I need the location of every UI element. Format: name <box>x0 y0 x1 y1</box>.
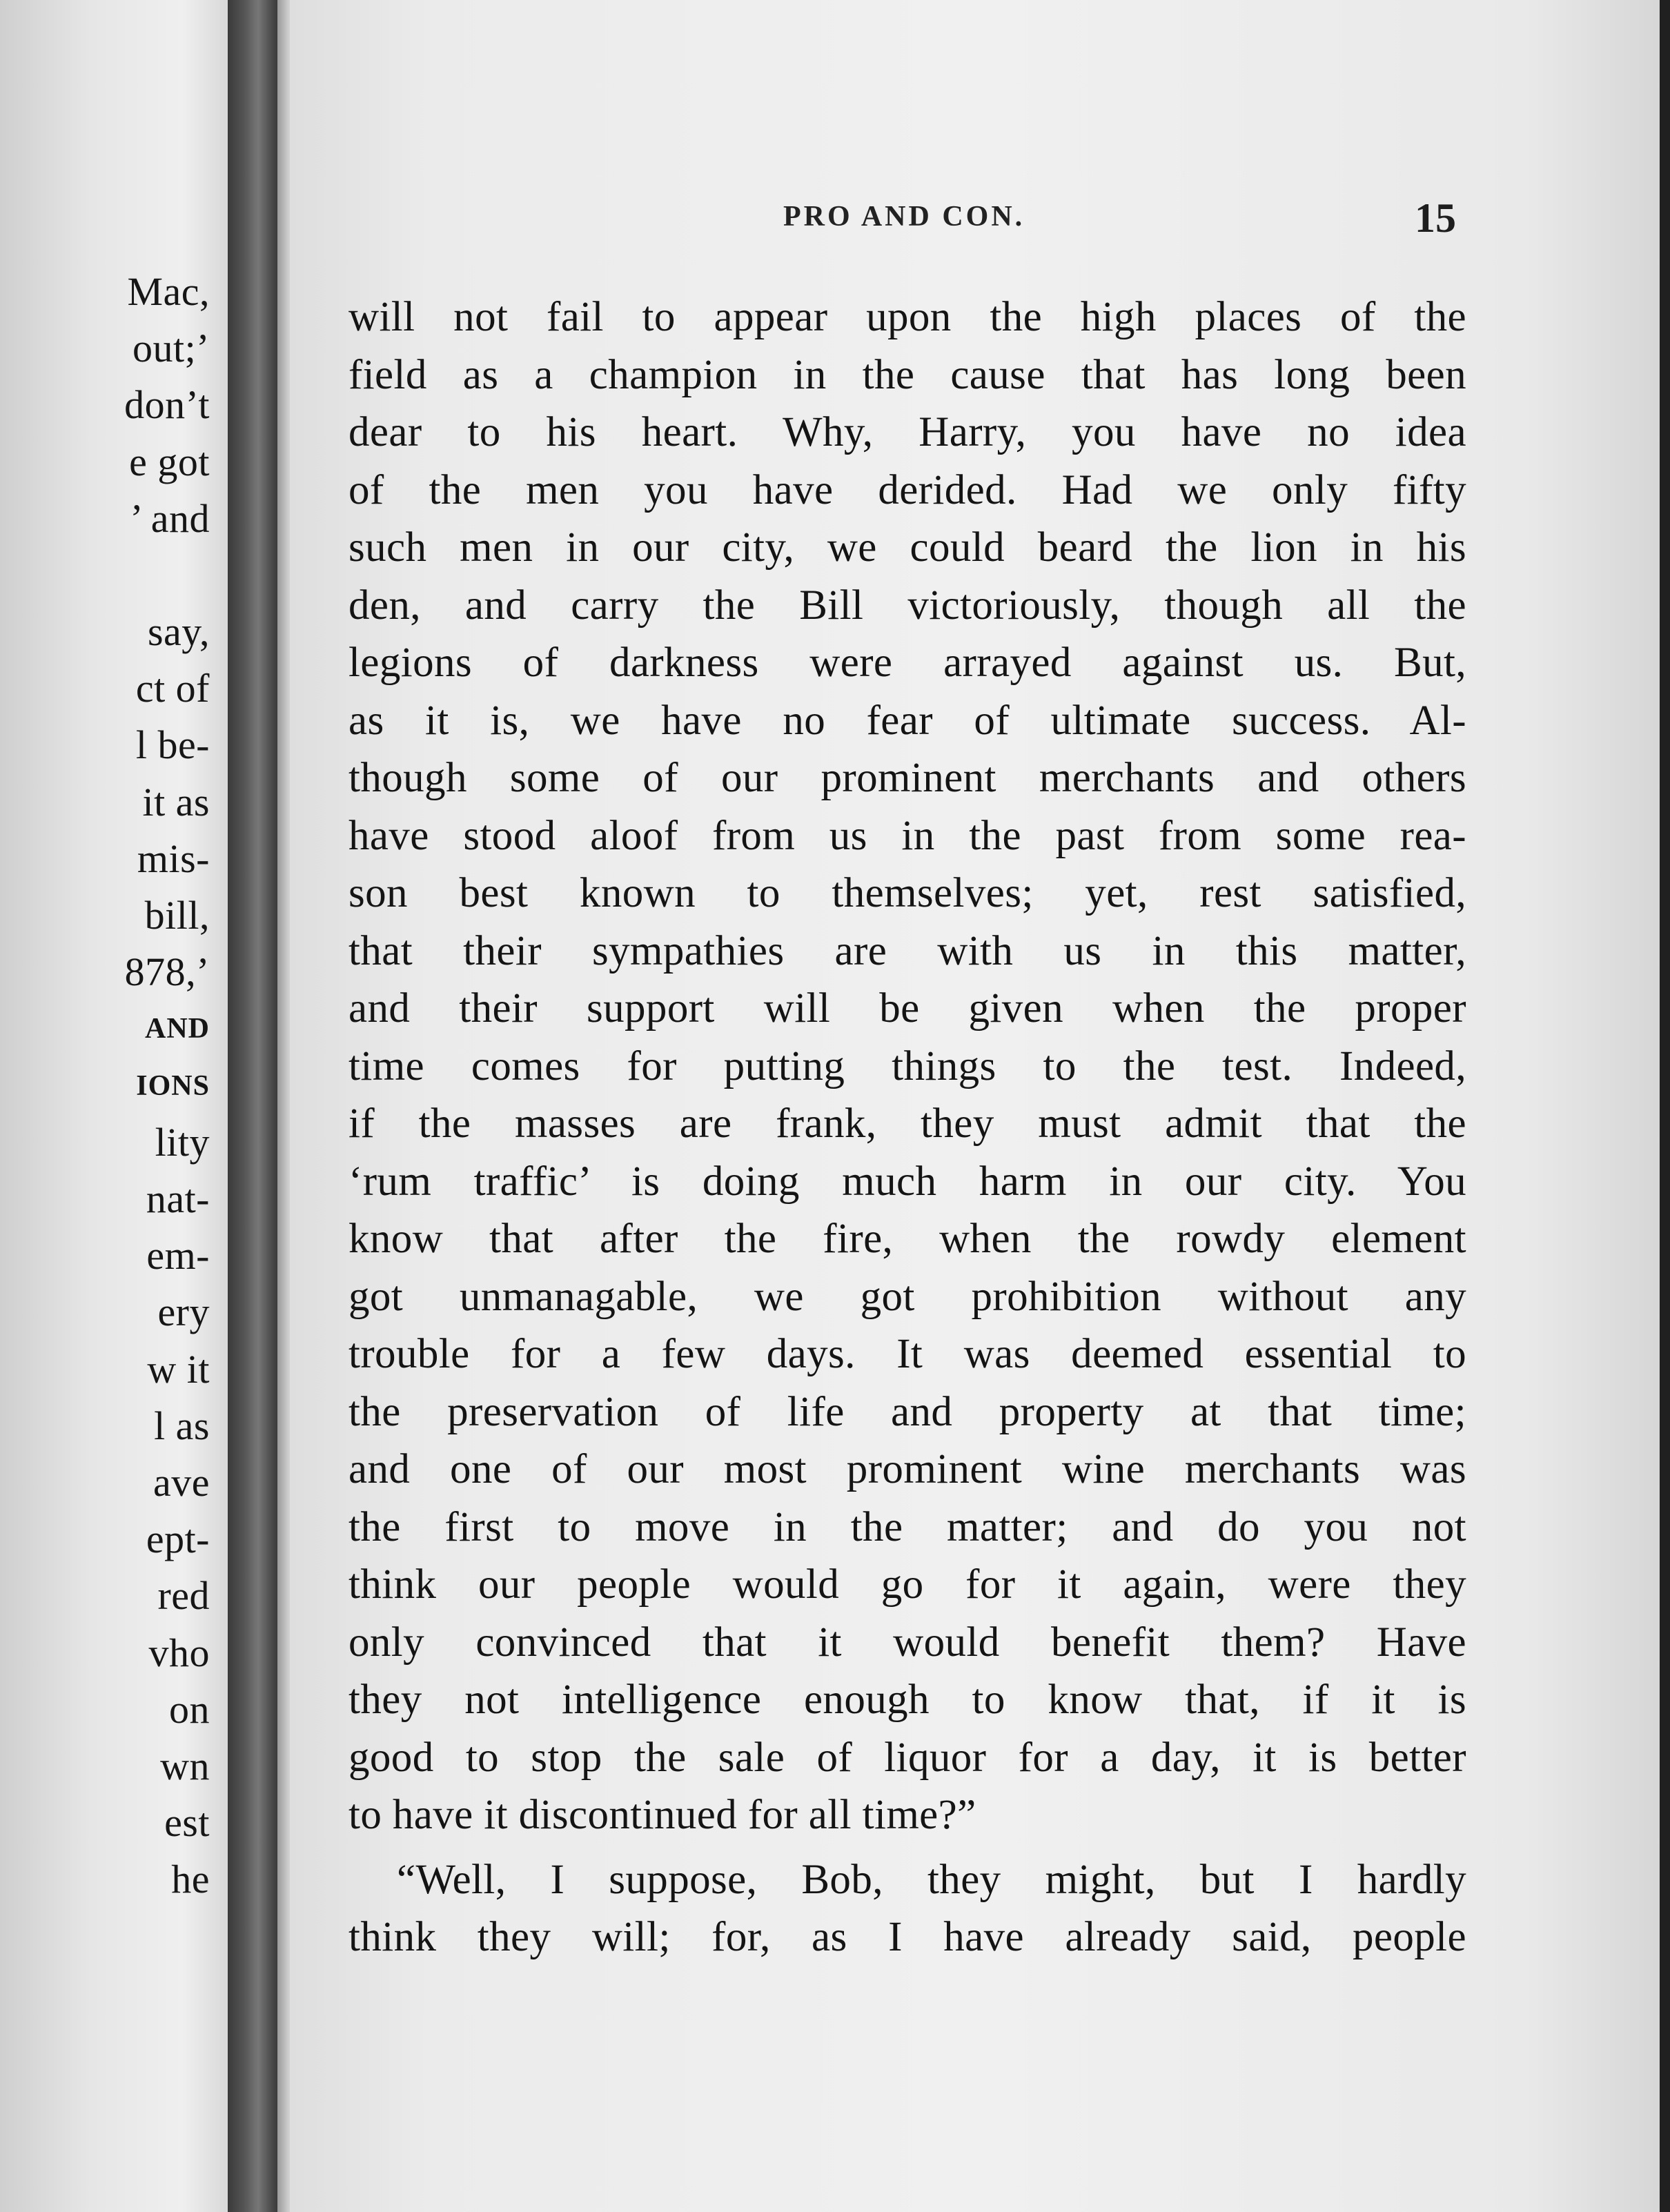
left-text-line: ct of <box>135 666 210 711</box>
text-line: and one of our most prominent wine merchants was <box>348 1446 1466 1492</box>
left-text-line: mis- <box>137 836 210 881</box>
left-text-line: w it <box>147 1346 210 1392</box>
left-text-line: out;’ <box>132 326 210 371</box>
text-line: to have it discontinued for all time?” <box>348 1792 976 1838</box>
text-line: know that after the fire, when the rowdy element <box>348 1216 1466 1262</box>
body-text <box>348 288 1466 1966</box>
text-line: will not fail to appear upon the high places of the <box>348 294 1466 340</box>
left-text-line: say, <box>147 609 210 655</box>
text-line: legions of darkness were arrayed against us. But, <box>348 640 1466 686</box>
text-line: “Well, I suppose, Bob, they might, but I hardly <box>397 1856 1466 1903</box>
left-text-line: l as <box>154 1403 210 1448</box>
text-line: den, and carry the Bill victoriously, though all the <box>348 582 1466 629</box>
page-number: 15 <box>1415 195 1456 241</box>
text-line: have stood aloof from us in the past from some rea- <box>348 812 1466 859</box>
text-line: though some of our prominent merchants and others <box>348 755 1466 801</box>
running-head: PRO AND CON. <box>783 201 1025 233</box>
page-edge-shadow <box>1660 0 1670 2212</box>
left-text-line: bill, <box>144 893 210 938</box>
text-line: think our people would go for it again, were they <box>348 1561 1466 1608</box>
left-text-line: ept- <box>146 1517 210 1562</box>
text-line: time comes for putting things to the test. Indeed, <box>348 1043 1466 1089</box>
left-text-line: IONS <box>136 1069 210 1102</box>
left-text-line: don’t <box>124 382 210 428</box>
text-line: trouble for a few days. It was deemed essential to <box>348 1331 1466 1377</box>
text-line: good to stop the sale of liquor for a day, it is better <box>348 1734 1466 1781</box>
left-text-line: wn <box>160 1744 210 1789</box>
left-text-line: ave <box>153 1460 210 1505</box>
left-text-line: est <box>164 1800 210 1846</box>
text-line: got unmanagable, we got prohibition without any <box>348 1273 1466 1320</box>
left-text-line: lity <box>155 1119 210 1165</box>
text-line: field as a champion in the cause that has long been <box>348 351 1466 398</box>
text-line: if the masses are frank, they must admit that the <box>348 1100 1466 1147</box>
text-line: only convinced that it would benefit them? Have <box>348 1619 1466 1666</box>
text-line: that their sympathies are with us in this matter, <box>348 927 1466 974</box>
left-text-line <box>124 547 210 604</box>
text-line: dear to his heart. Why, Harry, you have no idea <box>348 409 1466 455</box>
left-text-line: l be- <box>135 722 210 768</box>
left-text-line: nat- <box>146 1176 210 1222</box>
gutter-edge <box>277 0 290 2212</box>
left-facing-page <box>0 0 228 2212</box>
left-page-text <box>124 264 210 1908</box>
paragraph <box>348 288 1466 1844</box>
text-line: of the men you have derided. Had we only fifty <box>348 466 1466 513</box>
paragraph <box>348 1851 1466 1966</box>
text-line: son best known to themselves; yet, rest satisfied, <box>348 870 1466 916</box>
text-line: as it is, we have no fear of ultimate success. Al- <box>348 697 1466 744</box>
left-text-line: he <box>171 1857 210 1902</box>
text-line: the first to move in the matter; and do you not <box>348 1503 1466 1550</box>
left-text-line: 878,’ <box>124 949 210 995</box>
text-line: they not intelligence enough to know that, if it is <box>348 1677 1466 1723</box>
left-text-line: ’ and <box>130 495 210 541</box>
left-text-line: Mac, <box>127 269 210 314</box>
left-text-line: AND <box>145 1013 210 1045</box>
text-line: and their support will be given when the proper <box>348 985 1466 1031</box>
text-line: the preservation of life and property at that time; <box>348 1388 1466 1435</box>
left-text-line: red <box>157 1573 210 1619</box>
text-line: think they will; for, as I have already said, people <box>348 1914 1466 1960</box>
book-gutter <box>228 0 283 2212</box>
left-text-line: it as <box>142 779 210 824</box>
left-text-line: em- <box>146 1233 210 1278</box>
left-text-line: vho <box>148 1630 210 1675</box>
left-text-line: on <box>169 1686 210 1732</box>
left-text-line: ery <box>157 1290 210 1335</box>
text-line: ‘rum traffic’ is doing much harm in our city. You <box>348 1158 1466 1205</box>
text-line: such men in our city, we could beard the lion in his <box>348 524 1466 571</box>
left-text-line: e got <box>129 439 210 484</box>
